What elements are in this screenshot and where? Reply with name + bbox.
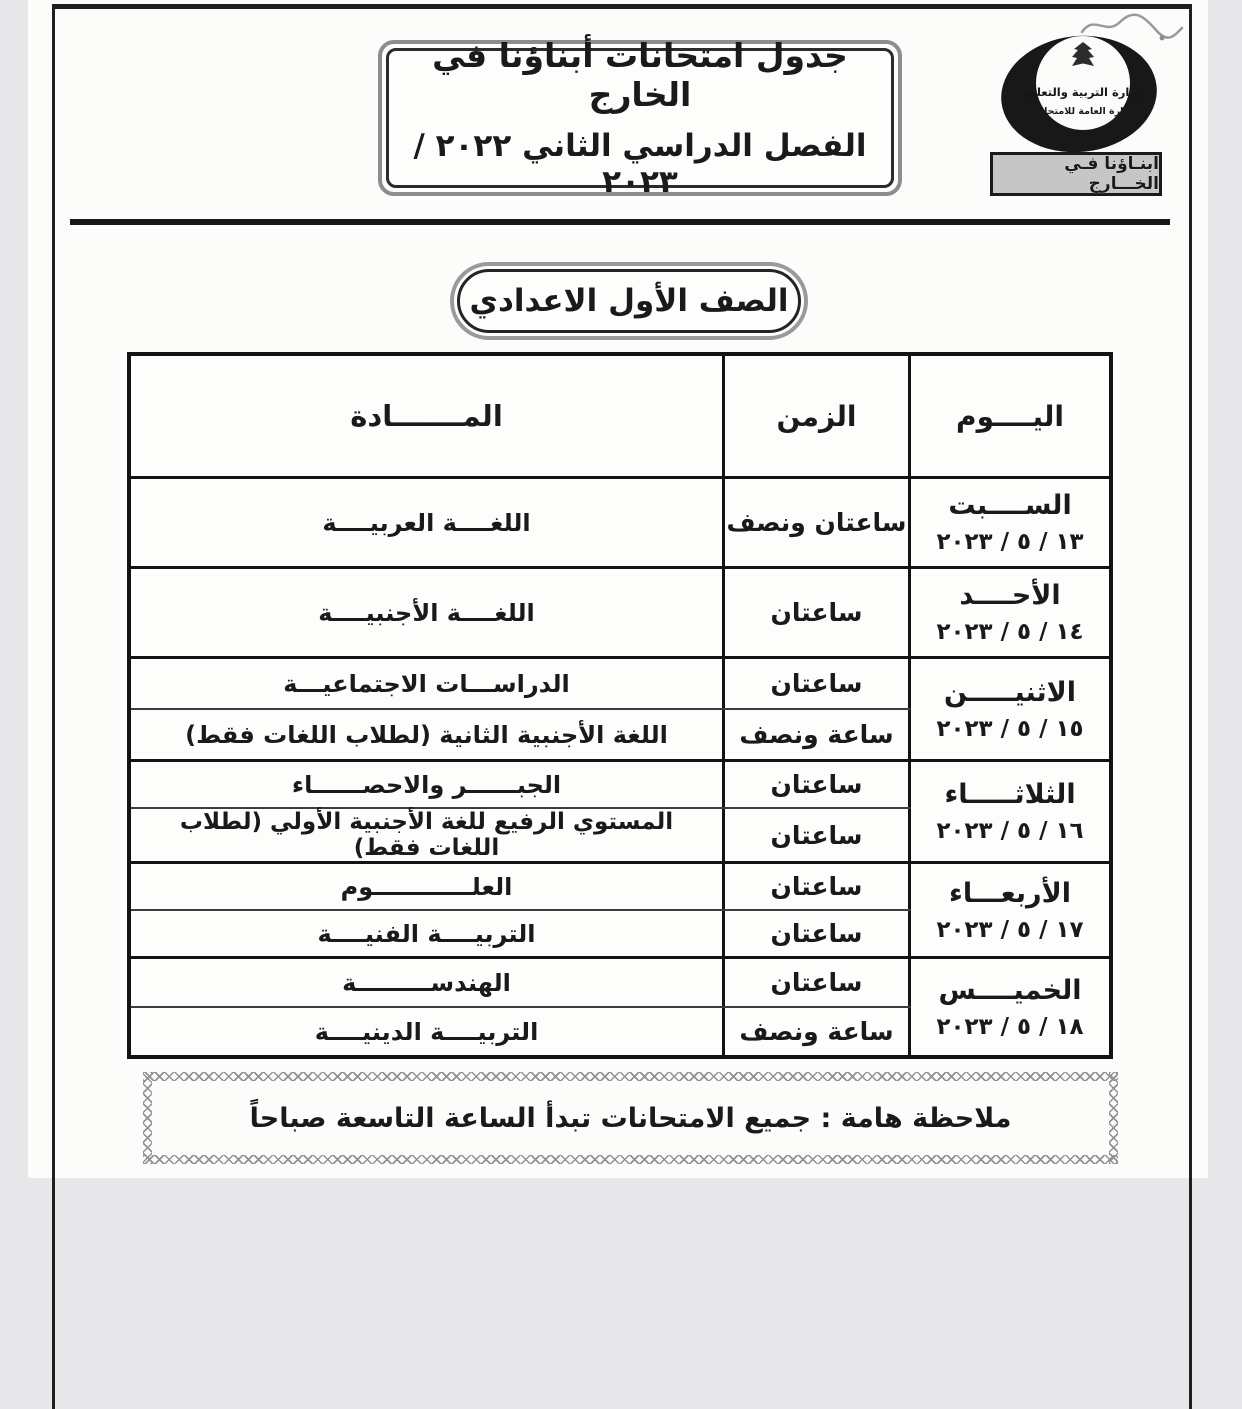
table-row-wednesday	[131, 861, 1109, 956]
day-cell	[911, 864, 1109, 956]
abroad-badge: ابنـاؤنا فـي الخـــارج	[990, 152, 1162, 196]
grade-banner-label: الصف الأول الاعدادي	[457, 269, 801, 333]
day-date: ١٣ / ٥ / ٢٠٢٣	[936, 529, 1084, 555]
day-cell	[911, 959, 1109, 1055]
exam-subject: الهندســـــــــة	[131, 959, 725, 1006]
exam-time: ساعة ونصف	[725, 1008, 911, 1055]
day-date: ١٥ / ٥ / ٢٠٢٣	[936, 715, 1084, 742]
title-box	[378, 36, 902, 200]
exam-schedule-table	[127, 352, 1113, 1059]
document-title: جدول امتحانات أبناؤنا في الخارج	[432, 36, 848, 114]
table-row-sunday	[131, 566, 1109, 656]
day-name: الخميــــس	[938, 974, 1082, 1006]
day-name: الســــبت	[948, 490, 1072, 521]
day-date: ١٦ / ٥ / ٢٠٢٣	[936, 818, 1084, 844]
exam-subject: التربيــــة الفنيــــة	[131, 911, 725, 956]
zigzag-border-bottom	[143, 1155, 1118, 1164]
ministry-logo	[985, 26, 1169, 158]
semester-subtitle: الفصل الدراسي الثاني ٢٠٢٢ / ٢٠٢٣	[413, 128, 867, 200]
day-name: الاثنيـــــن	[944, 676, 1076, 708]
exam-subject: التربيــــة الدينيــــة	[131, 1008, 725, 1055]
table-header-row	[131, 356, 1109, 476]
day-cell	[911, 569, 1109, 656]
logo-department-text: الإدارة العامة للامتحانات	[1027, 106, 1139, 117]
important-note-box	[143, 1072, 1118, 1164]
table-row-monday	[131, 656, 1109, 759]
day-date: ١٨ / ٥ / ٢٠٢٣	[936, 1013, 1084, 1040]
column-header-time: الزمن	[725, 356, 911, 476]
zigzag-border-top	[143, 1072, 1118, 1081]
table-row-tuesday	[131, 759, 1109, 861]
exam-time: ساعة ونصف	[725, 710, 911, 759]
exam-subject: اللغــــة العربيــــة	[131, 479, 725, 566]
exam-subject: المستوي الرفيع للغة الأجنبية الأولي (لطلاب اللغات فقط)	[131, 809, 725, 861]
grade-banner	[450, 262, 808, 340]
zigzag-border-right	[1109, 1072, 1118, 1164]
exam-subject: اللغــــة الأجنبيــــة	[131, 569, 725, 656]
zigzag-border-left	[143, 1072, 152, 1164]
column-header-day: اليــــوم	[956, 399, 1064, 433]
header-divider-rule	[70, 219, 1170, 225]
exam-subject: اللغة الأجنبية الثانية (لطلاب اللغات فقط)	[131, 710, 725, 759]
day-name: الأربعـــاء	[949, 877, 1071, 909]
table-row-saturday	[131, 476, 1109, 566]
exam-time: ساعتان	[725, 762, 911, 807]
exam-time: ساعتان	[725, 911, 911, 956]
day-cell	[911, 479, 1109, 566]
day-name: الثلاثـــــاء	[944, 779, 1076, 810]
day-cell	[911, 762, 1109, 861]
exam-time: ساعتان ونصف	[725, 479, 911, 566]
day-date: ١٤ / ٥ / ٢٠٢٣	[936, 619, 1084, 645]
important-note-text: ملاحظة هامة : جميع الامتحانات تبدأ الساعة التاسعة صباحاً	[249, 1102, 1012, 1134]
exam-time: ساعتان	[725, 959, 911, 1006]
exam-time: ساعتان	[725, 569, 911, 656]
logo-ministry-text: وزارة التربية والتعليم	[1022, 85, 1144, 99]
day-date: ١٧ / ٥ / ٢٠٢٣	[936, 916, 1084, 943]
exam-time: ساعتان	[725, 809, 911, 861]
exam-subject: العلــــــــــــوم	[131, 864, 725, 909]
exam-subject: الجبــــــر والاحصــــــاء	[131, 762, 725, 807]
column-header-subject: المـــــــادة	[131, 356, 725, 476]
day-name: الأحــــد	[959, 580, 1061, 611]
exam-time: ساعتان	[725, 864, 911, 909]
day-cell	[911, 659, 1109, 759]
exam-subject: الدراســـات الاجتماعيـــة	[131, 659, 725, 708]
exam-time: ساعتان	[725, 659, 911, 708]
table-row-thursday	[131, 956, 1109, 1055]
